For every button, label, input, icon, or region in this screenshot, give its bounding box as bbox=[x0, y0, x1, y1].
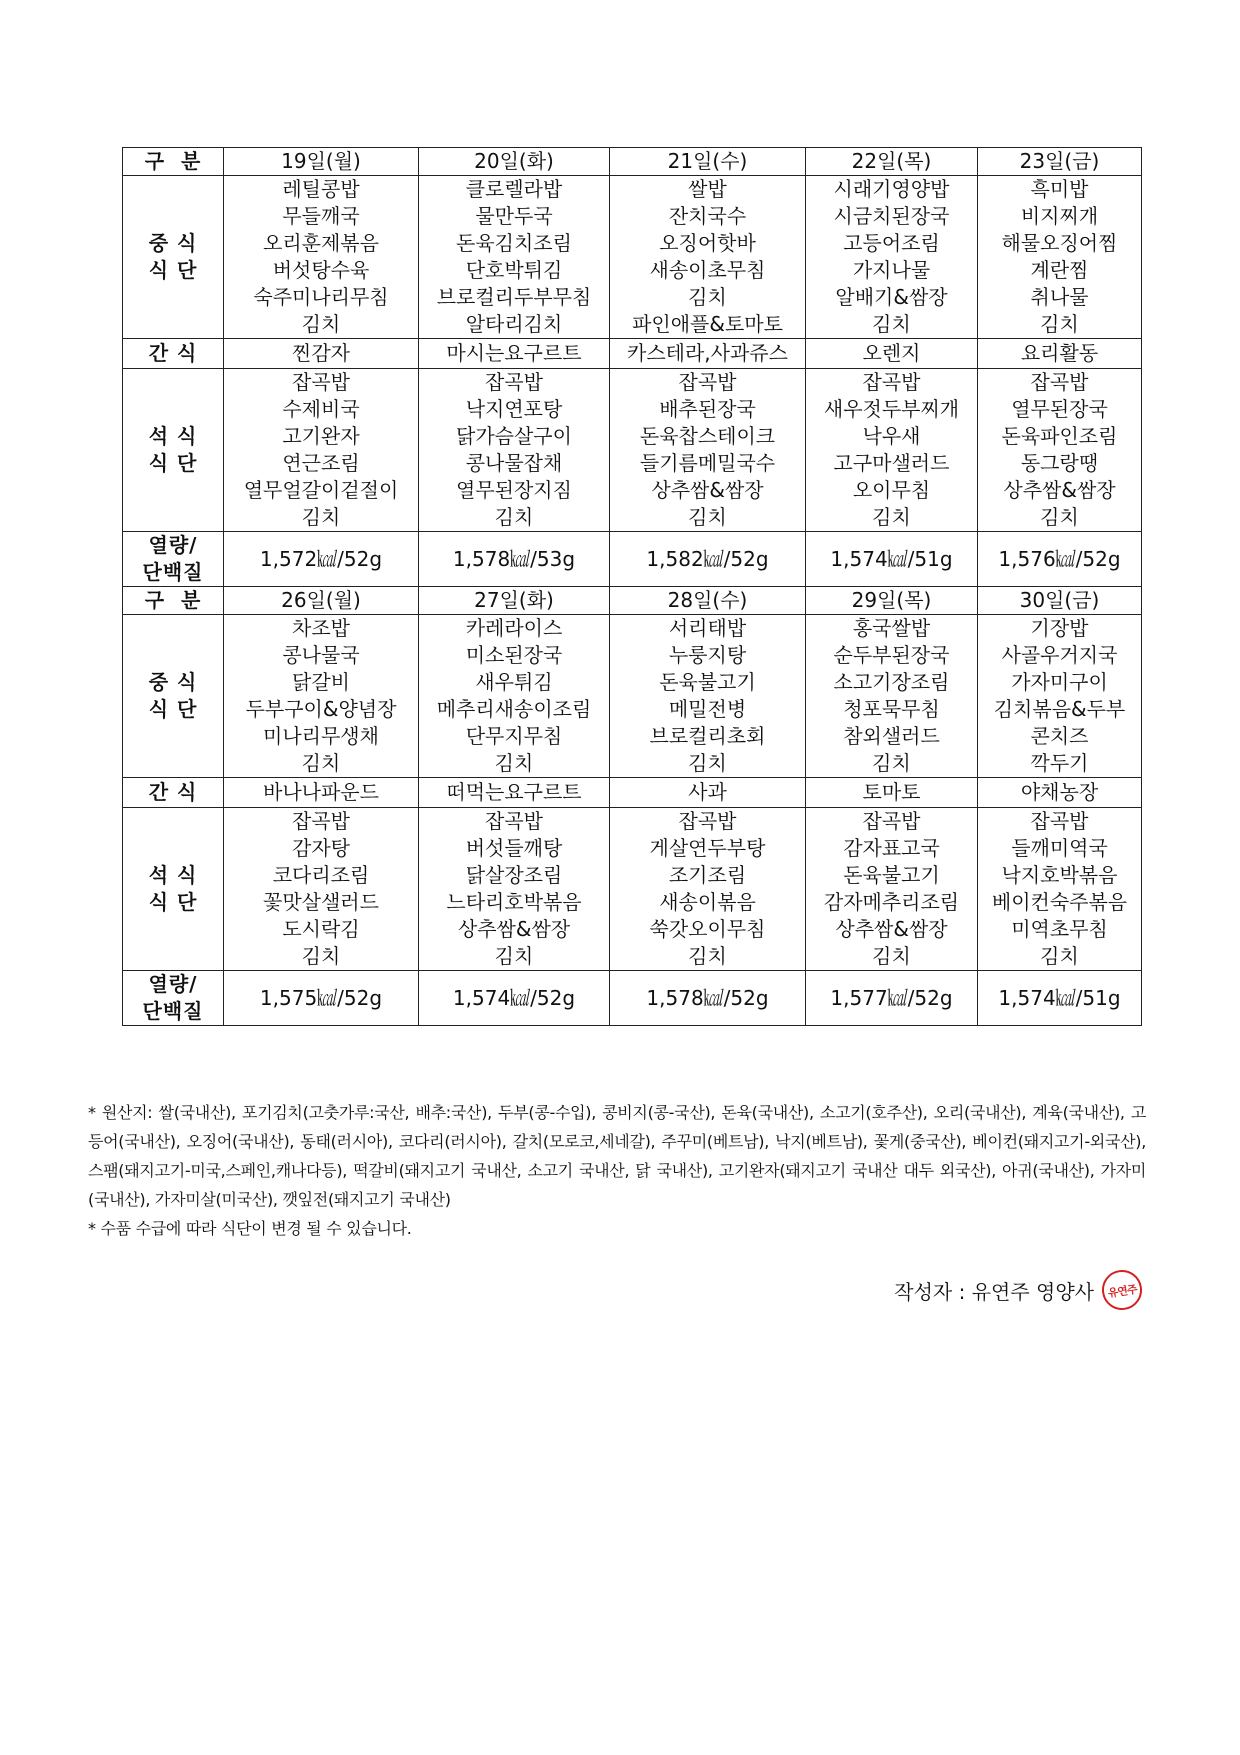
dish: 버섯탕수육 bbox=[272, 258, 370, 282]
dish: 두부구이&양념장 bbox=[245, 697, 397, 721]
dish: 열무얼갈이겉절이 bbox=[243, 478, 399, 502]
dish: 김치 bbox=[1040, 944, 1079, 968]
lunch-menu-cell bbox=[224, 615, 419, 778]
snack-cell: 요리활동 bbox=[978, 339, 1142, 369]
dish: 김치 bbox=[301, 751, 341, 775]
snack-cell: 마시는요구르트 bbox=[419, 339, 610, 369]
dinner-menu-cell bbox=[224, 808, 419, 971]
kcal-cell: 1,578㎉/52g bbox=[610, 971, 806, 1026]
week1-day-header-row bbox=[123, 148, 1142, 176]
day-header: 27일(화) bbox=[419, 587, 610, 615]
dish: 김치 bbox=[1040, 312, 1079, 336]
lunch-label-line: 식 단 bbox=[148, 697, 198, 721]
dish: 잡곡밥 bbox=[678, 809, 737, 833]
week1-snack-row bbox=[123, 339, 1142, 369]
kcal-label-line: 열량/ bbox=[148, 533, 198, 557]
dinner-label-line: 석 식 bbox=[148, 863, 198, 887]
change-note: * 수품 수급에 따라 식단이 변경 될 수 있습니다. bbox=[88, 1219, 412, 1238]
dish: 잡곡밥 bbox=[485, 370, 543, 394]
dinner-menu-cell bbox=[419, 369, 610, 532]
dinner-menu-cell bbox=[806, 369, 978, 532]
lunch-label bbox=[123, 615, 224, 778]
dish: 낙지호박볶음 bbox=[1001, 863, 1118, 887]
dish: 쌀밥 bbox=[688, 177, 727, 201]
day-header: 28일(수) bbox=[610, 587, 806, 615]
dish: 클로렐라밥 bbox=[465, 177, 563, 201]
dish: 사골우거지국 bbox=[1001, 643, 1118, 667]
snack-label: 간 식 bbox=[123, 778, 224, 808]
dish: 브로컬리초회 bbox=[649, 724, 766, 748]
dish: 콩나물잡채 bbox=[465, 451, 563, 475]
kcal-label-line: 단백질 bbox=[142, 560, 204, 584]
dish: 잡곡밥 bbox=[862, 370, 921, 394]
week1-dinner-row bbox=[123, 369, 1142, 532]
dish: 가자미구이 bbox=[1011, 670, 1108, 694]
dinner-menu-cell bbox=[978, 808, 1142, 971]
dish: 열무된장국 bbox=[1011, 397, 1108, 421]
dish: 고등어조림 bbox=[843, 231, 940, 255]
dish: 브로컬리두부무침 bbox=[436, 285, 592, 309]
dish: 잡곡밥 bbox=[1030, 809, 1089, 833]
dish: 닭살장조림 bbox=[465, 863, 563, 887]
dish: 김치 bbox=[688, 944, 727, 968]
dish: 알배기&쌈장 bbox=[835, 285, 948, 309]
dish: 참외샐러드 bbox=[843, 724, 940, 748]
snack-cell: 카스테라,사과쥬스 bbox=[610, 339, 806, 369]
dish: 단호박튀김 bbox=[465, 258, 563, 282]
dish: 김치볶음&두부 bbox=[993, 697, 1126, 721]
day-header: 21일(수) bbox=[610, 148, 806, 176]
dish: 김치 bbox=[301, 505, 341, 529]
dinner-label-line: 식 단 bbox=[148, 451, 198, 475]
dish: 숙주미나리무침 bbox=[253, 285, 389, 309]
dish: 돈육찹스테이크 bbox=[639, 424, 776, 448]
day-header: 20일(화) bbox=[419, 148, 610, 176]
lunch-menu-cell bbox=[806, 176, 978, 339]
dish: 돈육김치조림 bbox=[456, 231, 572, 255]
lunch-menu-cell bbox=[610, 176, 806, 339]
snack-cell: 야채농장 bbox=[978, 778, 1142, 808]
dish: 상추쌈&쌈장 bbox=[651, 478, 764, 502]
dish: 버섯들깨탕 bbox=[465, 836, 563, 860]
dish: 가지나물 bbox=[852, 258, 931, 282]
dish: 상추쌈&쌈장 bbox=[457, 917, 571, 941]
dish: 잡곡밥 bbox=[485, 809, 543, 833]
dish: 들기름메밀국수 bbox=[639, 451, 776, 475]
dish: 도시락김 bbox=[282, 917, 360, 941]
dish: 돈육파인조림 bbox=[1001, 424, 1118, 448]
dinner-menu-cell bbox=[419, 808, 610, 971]
dish: 차조밥 bbox=[292, 616, 350, 640]
dish: 낙우새 bbox=[862, 424, 921, 448]
kcal-cell: 1,577㎉/52g bbox=[806, 971, 978, 1026]
kcal-label bbox=[123, 971, 224, 1026]
dinner-label bbox=[123, 808, 224, 971]
dish: 미나리무생채 bbox=[263, 724, 379, 748]
dish: 김치 bbox=[494, 751, 534, 775]
dish: 수제비국 bbox=[282, 397, 360, 421]
dish: 오이무침 bbox=[852, 478, 931, 502]
dinner-menu-cell bbox=[224, 369, 419, 532]
dish: 흑미밥 bbox=[1030, 177, 1089, 201]
dish: 해물오징어찜 bbox=[1001, 231, 1118, 255]
dish: 들깨미역국 bbox=[1011, 836, 1108, 860]
kcal-cell: 1,572㎉/52g bbox=[224, 532, 419, 587]
dish: 비지찌개 bbox=[1020, 204, 1099, 228]
day-header: 29일(목) bbox=[806, 587, 978, 615]
dish: 오리훈제볶음 bbox=[263, 231, 379, 255]
dish: 홍국쌀밥 bbox=[852, 616, 931, 640]
kcal-cell: 1,574㎉/52g bbox=[419, 971, 610, 1026]
dish: 김치 bbox=[872, 944, 911, 968]
dish: 청포묵무침 bbox=[843, 697, 940, 721]
snack-label: 간 식 bbox=[123, 339, 224, 369]
dish: 메밀전병 bbox=[668, 697, 747, 721]
dish: 파인애플&토마토 bbox=[632, 312, 783, 336]
dish: 콩나물국 bbox=[282, 643, 360, 667]
dish: 김치 bbox=[494, 944, 534, 968]
dish: 김치 bbox=[688, 751, 727, 775]
dish: 고구마샐러드 bbox=[833, 451, 950, 475]
week2-snack-row bbox=[123, 778, 1142, 808]
lunch-label-line: 중 식 bbox=[148, 231, 198, 255]
dish: 상추쌈&쌈장 bbox=[835, 917, 948, 941]
dinner-label-line: 석 식 bbox=[148, 424, 198, 448]
dish: 물만두국 bbox=[475, 204, 553, 228]
lunch-menu-cell bbox=[978, 176, 1142, 339]
day-header: 23일(금) bbox=[978, 148, 1142, 176]
dish: 서리태밥 bbox=[668, 616, 747, 640]
dish: 감자탕 bbox=[292, 836, 350, 860]
dish: 느타리호박볶음 bbox=[446, 890, 582, 914]
dish: 무들깨국 bbox=[282, 204, 360, 228]
snack-cell: 토마토 bbox=[806, 778, 978, 808]
dinner-label bbox=[123, 369, 224, 532]
dish: 낙지연포탕 bbox=[465, 397, 563, 421]
dish: 계란찜 bbox=[1030, 258, 1089, 282]
day-header: 19일(월) bbox=[224, 148, 419, 176]
dish: 카레라이스 bbox=[465, 616, 563, 640]
dish: 알타리김치 bbox=[465, 312, 563, 336]
dinner-menu-cell bbox=[610, 808, 806, 971]
day-header: 30일(금) bbox=[978, 587, 1142, 615]
dish: 기장밥 bbox=[1030, 616, 1089, 640]
lunch-menu-cell bbox=[224, 176, 419, 339]
dish: 동그랑땡 bbox=[1020, 451, 1099, 475]
kcal-cell: 1,582㎉/52g bbox=[610, 532, 806, 587]
dish: 김치 bbox=[872, 312, 911, 336]
dish: 김치 bbox=[301, 944, 341, 968]
dish: 시래기영양밥 bbox=[833, 177, 950, 201]
kcal-cell: 1,574㎉/51g bbox=[806, 532, 978, 587]
day-header: 26일(월) bbox=[224, 587, 419, 615]
week1-lunch-row bbox=[123, 176, 1142, 339]
dinner-menu-cell bbox=[978, 369, 1142, 532]
dish: 콘치즈 bbox=[1030, 724, 1089, 748]
kcal-label-line: 단백질 bbox=[142, 999, 204, 1023]
dish: 미소된장국 bbox=[465, 643, 563, 667]
dish: 새우젓두부찌개 bbox=[823, 397, 960, 421]
lunch-label-line: 중 식 bbox=[148, 670, 198, 694]
lunch-menu-cell bbox=[806, 615, 978, 778]
dish: 고기완자 bbox=[282, 424, 360, 448]
dish: 단무지무침 bbox=[465, 724, 563, 748]
origin-note: * 원산지: 쌀(국내산), 포기김치(고춧가루:국산, 배추:국산), 두부(콩-수입), 콩비지(콩-국산), 돈육(국내산), 소고기(호주산), 오리(국내산), 계육(국내산), 고등어(국내산), 오징어(국내산), 동태(러시아), 코다리(러시아), 갈치(모로코,세네갈), 주꾸미(베트남), 낙지(베트남), 꽃게(중국산), 베이컨(돼지고기-외국산), 스팸(돼지고기-미국,스페인,캐나다등), 떡갈비(돼지고기 국내산, 소고기 국내산, 닭 국내산), 고기완자(돼지고기 국내산 대두 외국산), 아귀(국내산), 가자미(국내산), 가자미살(미국산), 깻잎전(돼지고기 국내산) bbox=[88, 1103, 1146, 1209]
dish: 레틸콩밥 bbox=[282, 177, 360, 201]
dish: 잡곡밥 bbox=[292, 809, 350, 833]
dish: 쑥갓오이무침 bbox=[649, 917, 766, 941]
week2-kcal-row bbox=[123, 971, 1142, 1026]
lunch-label bbox=[123, 176, 224, 339]
dish: 취나물 bbox=[1030, 285, 1089, 309]
kcal-cell: 1,576㎉/52g bbox=[978, 532, 1142, 587]
dish: 닭가슴살구이 bbox=[456, 424, 572, 448]
dish: 코다리조림 bbox=[272, 863, 370, 887]
dinner-menu-cell bbox=[806, 808, 978, 971]
dish: 김치 bbox=[688, 505, 727, 529]
snack-cell: 찐감자 bbox=[224, 339, 419, 369]
dish: 감자표고국 bbox=[843, 836, 940, 860]
dish: 김치 bbox=[688, 285, 727, 309]
kcal-cell: 1,574㎉/51g bbox=[978, 971, 1142, 1026]
snack-cell: 오렌지 bbox=[806, 339, 978, 369]
dish: 김치 bbox=[872, 751, 911, 775]
dish: 소고기장조림 bbox=[833, 670, 950, 694]
kcal-label bbox=[123, 532, 224, 587]
snack-cell: 떠먹는요구르트 bbox=[419, 778, 610, 808]
dish: 게살연두부탕 bbox=[649, 836, 766, 860]
lunch-menu-cell bbox=[419, 615, 610, 778]
lunch-menu-cell bbox=[419, 176, 610, 339]
dish: 잡곡밥 bbox=[862, 809, 921, 833]
dish: 오징어핫바 bbox=[659, 231, 756, 255]
section-label: 구 분 bbox=[123, 148, 224, 176]
dish: 새송이볶음 bbox=[659, 890, 756, 914]
signature bbox=[894, 1268, 1142, 1312]
section-label: 구 분 bbox=[123, 587, 224, 615]
dish: 조기조림 bbox=[668, 863, 747, 887]
dish: 열무된장지짐 bbox=[456, 478, 572, 502]
dish: 새송이초무침 bbox=[649, 258, 766, 282]
dish: 김치 bbox=[872, 505, 911, 529]
dish: 돈육불고기 bbox=[659, 670, 756, 694]
dish: 베이컨숙주볶음 bbox=[991, 890, 1128, 914]
dish: 순두부된장국 bbox=[833, 643, 950, 667]
author-text: 작성자 : 유연주 영양사 bbox=[894, 1279, 1094, 1304]
dish: 닭갈비 bbox=[292, 670, 350, 694]
week2-day-header-row bbox=[123, 587, 1142, 615]
lunch-menu-cell bbox=[978, 615, 1142, 778]
dish: 메추리새송이조림 bbox=[436, 697, 592, 721]
dish: 시금치된장국 bbox=[833, 204, 950, 228]
dish: 미역초무침 bbox=[1011, 917, 1108, 941]
week1-kcal-row bbox=[123, 532, 1142, 587]
notes bbox=[88, 1098, 1146, 1243]
snack-cell: 사과 bbox=[610, 778, 806, 808]
dish: 연근조림 bbox=[282, 451, 360, 475]
dish: 배추된장국 bbox=[659, 397, 756, 421]
dish: 잡곡밥 bbox=[292, 370, 350, 394]
kcal-cell: 1,578㎉/53g bbox=[419, 532, 610, 587]
dish: 김치 bbox=[301, 312, 341, 336]
week2-lunch-row bbox=[123, 615, 1142, 778]
dish: 상추쌈&쌈장 bbox=[1003, 478, 1116, 502]
dish: 돈육불고기 bbox=[843, 863, 940, 887]
dinner-menu-cell bbox=[610, 369, 806, 532]
lunch-label-line: 식 단 bbox=[148, 258, 198, 282]
lunch-menu-cell bbox=[610, 615, 806, 778]
dish: 잔치국수 bbox=[668, 204, 747, 228]
dish: 잡곡밥 bbox=[678, 370, 737, 394]
dinner-label-line: 식 단 bbox=[148, 890, 198, 914]
seal-stamp-icon: 유연주 bbox=[1099, 1267, 1144, 1312]
kcal-label-line: 열량/ bbox=[148, 972, 198, 996]
dish: 새우튀김 bbox=[475, 670, 553, 694]
dish: 꽃맛살샐러드 bbox=[263, 890, 379, 914]
dish: 김치 bbox=[1040, 505, 1079, 529]
dish: 감자메추리조림 bbox=[823, 890, 960, 914]
menu-table bbox=[122, 147, 1142, 1026]
kcal-cell: 1,575㎉/52g bbox=[224, 971, 419, 1026]
dish: 김치 bbox=[494, 505, 534, 529]
day-header: 22일(목) bbox=[806, 148, 978, 176]
dish: 잡곡밥 bbox=[1030, 370, 1089, 394]
week2-dinner-row bbox=[123, 808, 1142, 971]
snack-cell: 바나나파운드 bbox=[224, 778, 419, 808]
dish: 깍두기 bbox=[1030, 751, 1089, 775]
dish: 누룽지탕 bbox=[668, 643, 747, 667]
